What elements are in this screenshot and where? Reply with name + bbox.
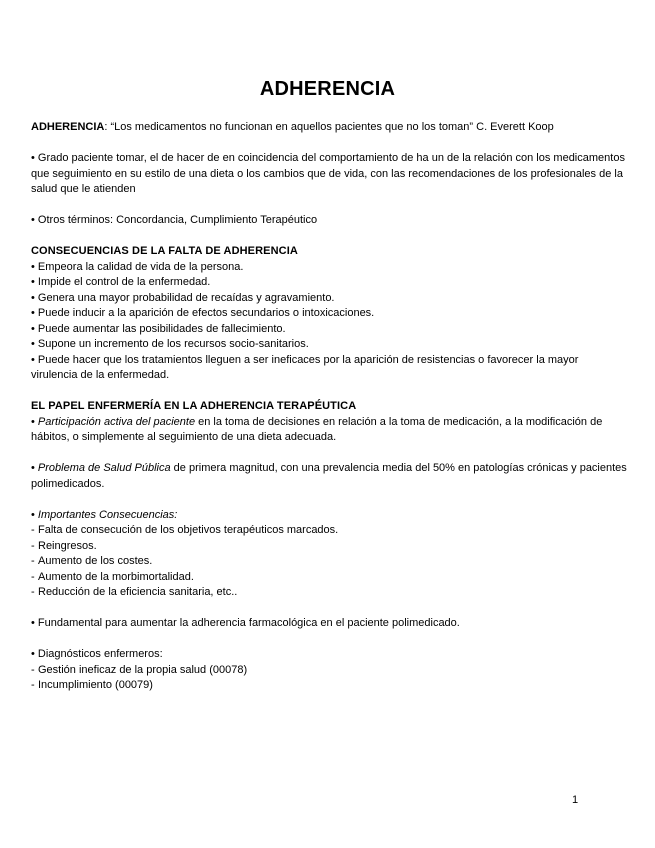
- consequences-list: [31, 260, 627, 384]
- list-item: • Puede hacer que los tratamientos lleguen a ser ineficaces por la aparición de resistencias o favorecer la mayor virulencia de la enfermedad.: [31, 353, 627, 384]
- list-item: - Incumplimiento (00079): [31, 679, 153, 691]
- participation-paragraph: [31, 415, 627, 446]
- list-item: - Gestión ineficaz de la propia salud (00078): [31, 663, 248, 676]
- list-item: • Supone un incremento de los recursos socio-sanitarios.: [31, 337, 627, 353]
- list-item: - Aumento de los costes.: [31, 555, 153, 567]
- page-number: 1: [571, 794, 579, 806]
- list-item: - Aumento de la morbimortalidad.: [31, 570, 194, 583]
- participation-label: Participación activa del paciente: [37, 415, 196, 428]
- list-item: - Reducción de la eficiencia sanitaria, etc..: [31, 586, 238, 598]
- fundamental-paragraph: • Fundamental para aumentar la adherencia farmacológica en el paciente polimedicado.: [31, 616, 627, 632]
- definition-paragraph: • Grado paciente tomar, el de hacer de en coincidencia del comportamiento de ha un de la relación con los medicamentos que seguimiento en su estilo de una dieta o los cambios que de vida, con las recomendaciones de los profesionales de la salud que le atienden: [31, 151, 627, 198]
- nursing-role-heading: EL PAPEL ENFERMERÍA EN LA ADHERENCIA TERAPÉUTICA: [31, 400, 357, 412]
- list-item: • Genera una mayor probabilidad de recaídas y agravamiento.: [31, 291, 627, 307]
- list-item: - Falta de consecución de los objetivos terapéuticos marcados.: [31, 524, 339, 536]
- important-consequences-list: [31, 523, 627, 601]
- participation-text: en la toma de decisiones en relación a la toma de medicación, a la modificación de hábitos, o simplemente al seguimiento de una dieta adecuada.: [31, 415, 603, 443]
- public-health-text: de primera magnitud, con una prevalencia media del 50% en patologías crónicas y pacientes polimedicados.: [31, 462, 627, 490]
- important-consequences-label: [31, 508, 627, 524]
- diagnoses-list: [31, 663, 627, 694]
- page-title: ADHERENCIA: [259, 78, 396, 100]
- public-health-label: Problema de Salud Pública: [37, 462, 171, 474]
- other-terms-paragraph: • Otros términos: Concordancia, Cumplimiento Terapéutico: [31, 213, 627, 229]
- diagnoses-label: • Diagnósticos enfermeros:: [31, 647, 627, 663]
- document-body: [31, 120, 627, 694]
- consequences-heading: CONSECUENCIAS DE LA FALTA DE ADHERENCIA: [31, 245, 298, 257]
- intro-quote: : “Los medicamentos no funcionan en aquellos pacientes que no los toman” C. Everett Koop: [104, 121, 554, 133]
- intro-paragraph: [31, 120, 627, 136]
- list-item: - Reingresos.: [31, 539, 97, 552]
- public-health-paragraph: [31, 461, 627, 492]
- intro-term: ADHERENCIA: [31, 121, 105, 133]
- important-label: Importantes Consecuencias:: [37, 508, 178, 521]
- list-item: • Puede inducir a la aparición de efectos secundarios o intoxicaciones.: [31, 306, 627, 322]
- list-item: • Puede aumentar las posibilidades de fallecimiento.: [31, 322, 627, 338]
- list-item: • Impide el control de la enfermedad.: [31, 275, 627, 291]
- list-item: • Empeora la calidad de vida de la persona.: [31, 260, 627, 276]
